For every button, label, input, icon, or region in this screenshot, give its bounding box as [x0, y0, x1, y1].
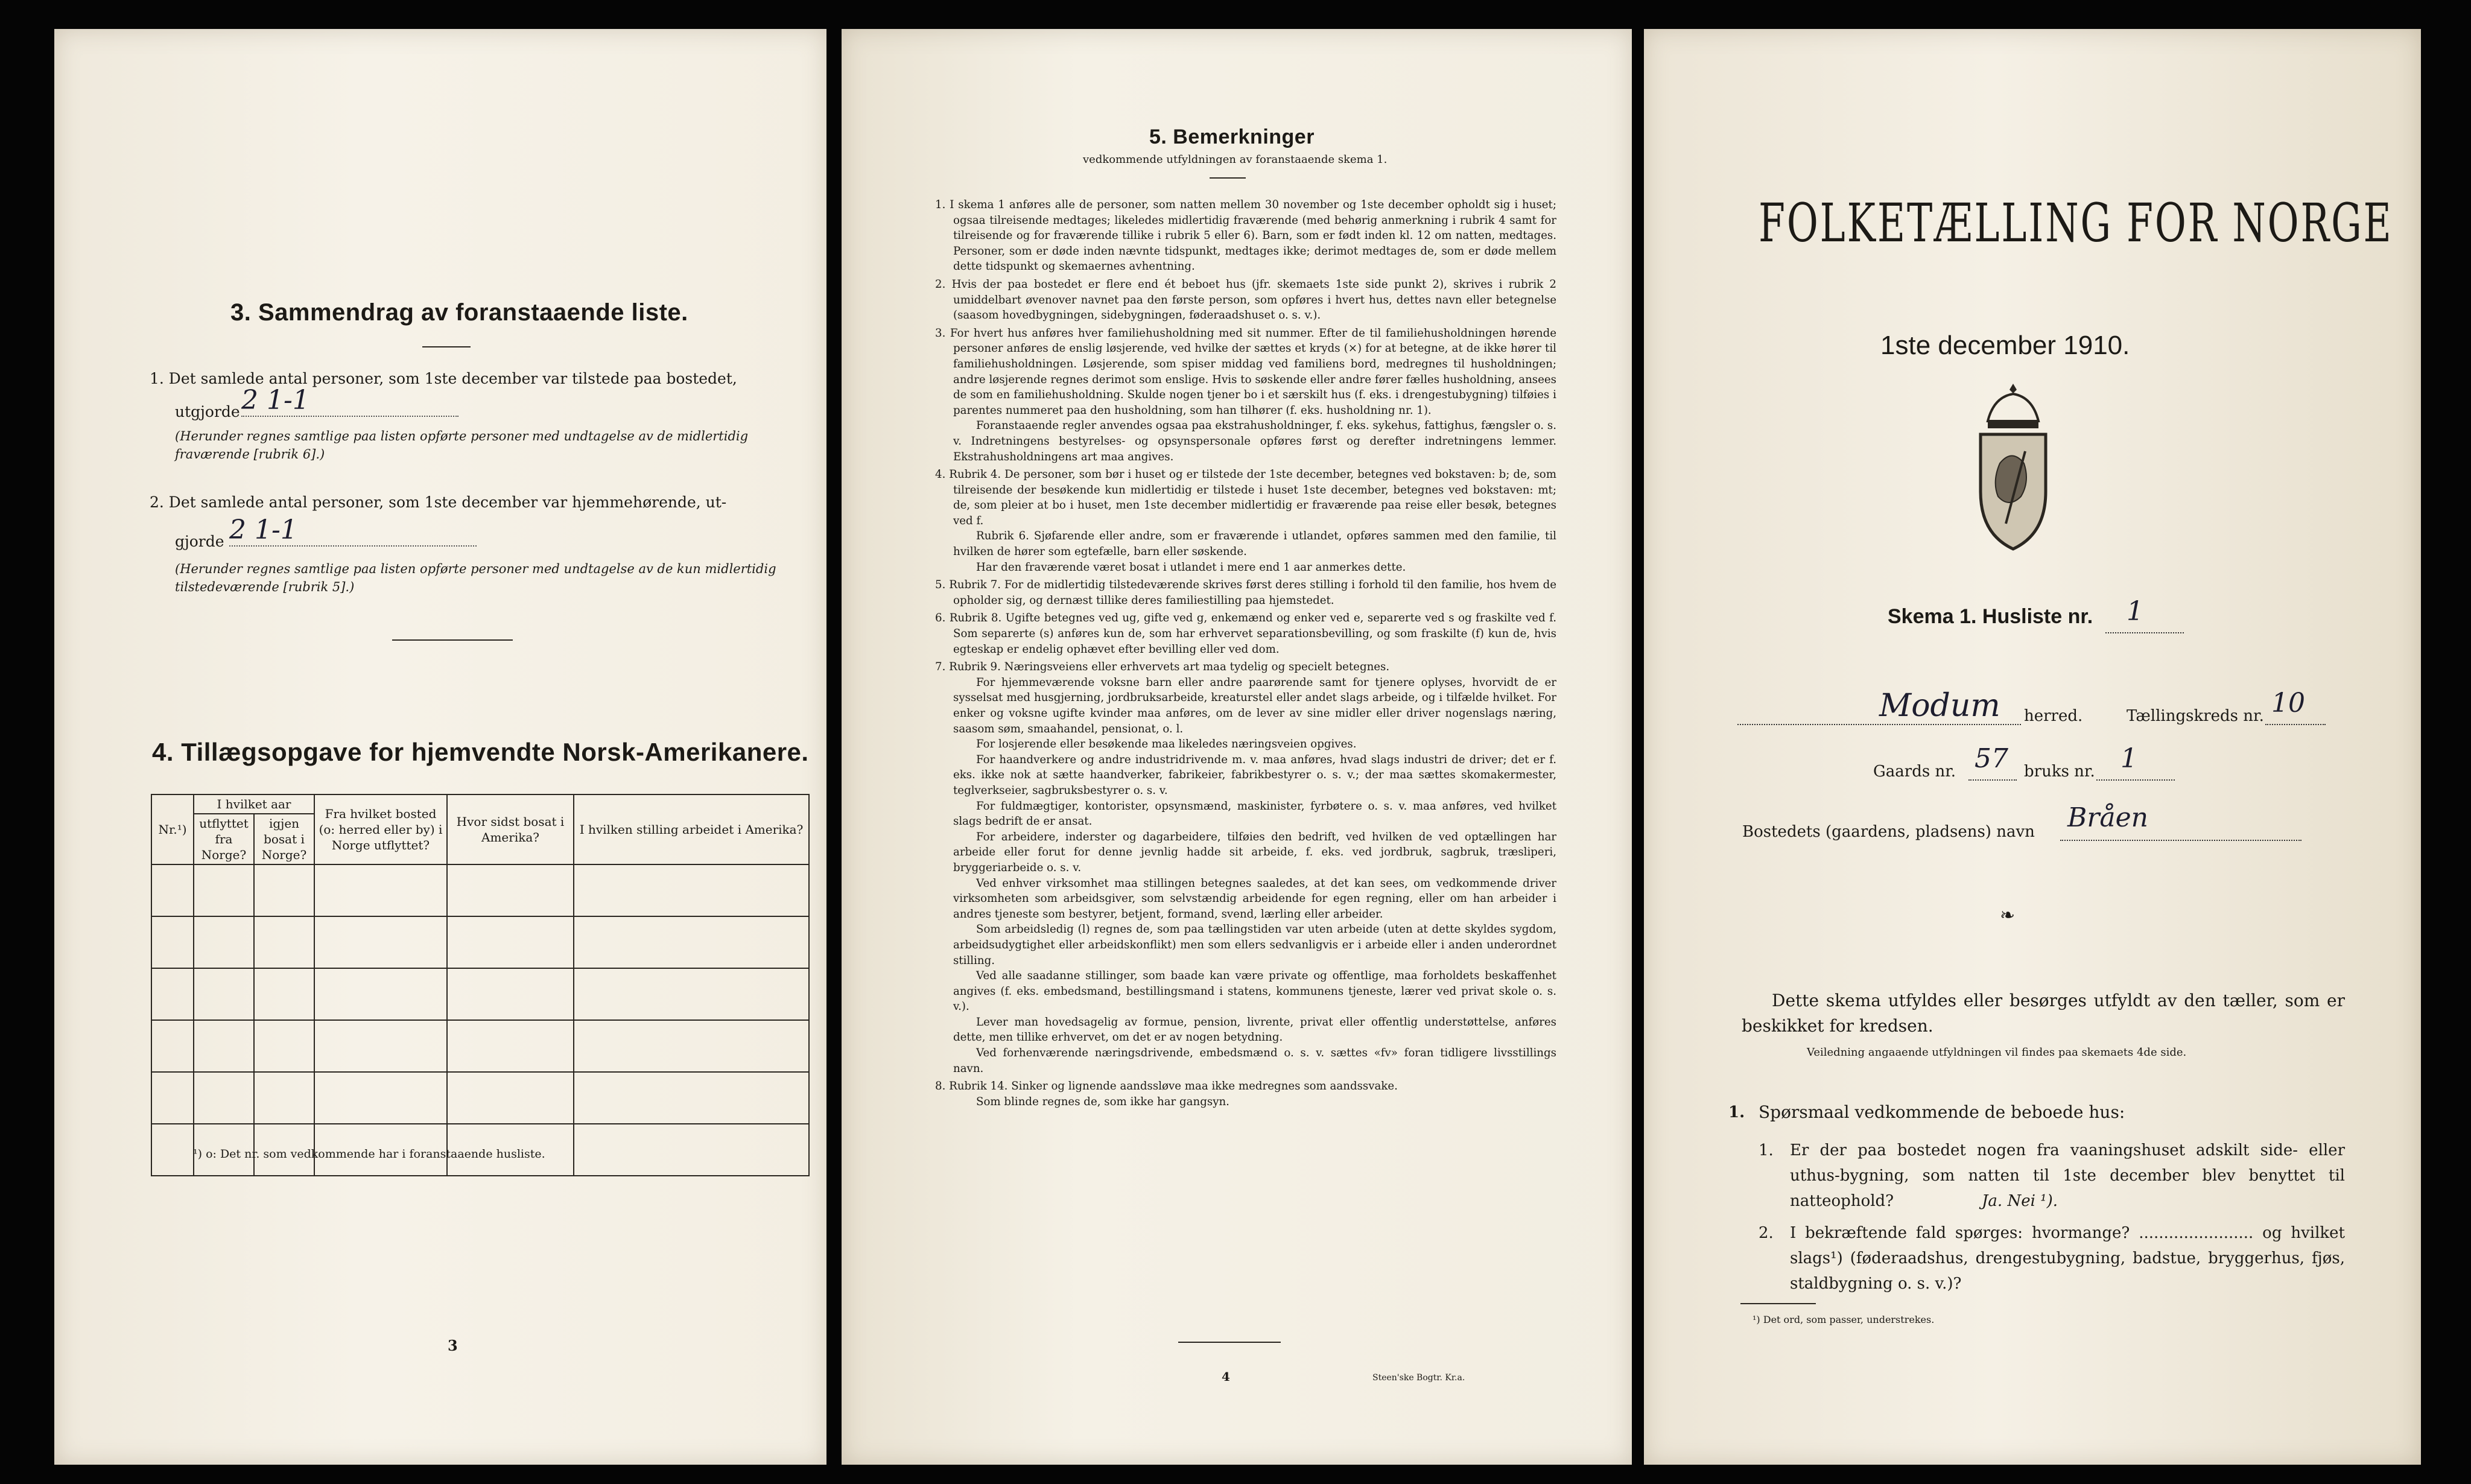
- table-row: [151, 864, 809, 916]
- q2-number: 2.: [1759, 1224, 1774, 1242]
- table-cell: [447, 1020, 574, 1072]
- col-fra-bosted: Fra hvilket bosted (o: herred eller by) i Norge utflyttet?: [314, 794, 447, 864]
- questions-number: 1.: [1728, 1103, 1745, 1121]
- page-number: 3: [448, 1337, 458, 1354]
- col-utflyttet: utflyttet fra Norge?: [194, 814, 254, 864]
- table-cell: [574, 1124, 809, 1176]
- divider: [1178, 1342, 1281, 1343]
- page-number: 4: [1222, 1369, 1230, 1384]
- col-stilling: I hvilken stilling arbeidet i Amerika?: [574, 794, 809, 864]
- table-cell: [447, 968, 574, 1020]
- table-cell: [314, 864, 447, 916]
- remark-paragraph: Ved forhenværende næringsdrivende, embedsmænd o. s. v. sættes «fv» foran tidligere livsstillings navn.: [953, 1047, 1556, 1075]
- remark-paragraph: 7. Rubrik 9. Næringsveiens eller erhvervets art maa tydelig og specielt betegnes.: [935, 661, 1390, 674]
- col-nr: Nr.¹): [151, 794, 194, 864]
- table-cell: [574, 1072, 809, 1124]
- section4-title: 4. Tillægsopgave for hjemvendte Norsk-Amerikanere.: [152, 738, 809, 766]
- herred-label: herred.: [2024, 707, 2083, 725]
- q2-text: I bekræftende fald spørges: hvormange? ....................... og hvilket slags¹) (føderaadshus, drengestubygning, badstue, bryggerhus, fjøs, staldbygning o. s. v.)?: [1790, 1224, 2345, 1293]
- table-cell: [314, 1020, 447, 1072]
- remark-paragraph: Lever man hovedsagelig av formue, pension, livrente, privat eller offentlig understøttelse, anføres dette, men tillike erhvervet, om det er av nogen betydning.: [953, 1015, 1556, 1044]
- q1-number: 1.: [1759, 1141, 1774, 1159]
- q1-text: Er der paa bostedet nogen fra vaaningshuset adskilt side- eller uthus-bygning, som natten til 1ste december blev benyttet til natteophold?: [1790, 1141, 2345, 1210]
- remark-paragraph: Har den fraværende været bosat i utlandet i mere end 1 aar anmerkes dette.: [976, 560, 1406, 574]
- remark-paragraph: Som blinde regnes de, som ikke har gangsyn.: [976, 1095, 1229, 1108]
- census-date: 1ste december 1910.: [1880, 331, 2130, 360]
- herred-line: [1737, 724, 2021, 725]
- item2-handwritten: 2 1-1: [229, 515, 477, 547]
- bosted-label: Bostedets (gaardens, pladsens) navn: [1742, 823, 2035, 841]
- remark-paragraph: For losjerende eller besøkende maa likeledes næringsveien opgives.: [976, 738, 1357, 751]
- remark-paragraph: For haandverkere og andre industridrivende m. v. maa anføres, hvad slags industri de driver; det er f. eks. ikke nok at sætte haandverker, fabrikeier, fabrikbestyrer o. s. v.; der maa sættes skomakermester, teglverkseier, sagbruksbestyrer o. s. v.: [953, 753, 1556, 797]
- table-cell: [254, 864, 314, 916]
- remark-paragraph: Ved alle saadanne stillinger, som baade kan være private og offentlige, maa forholdets beskaffenhet angives (f. eks. embedsmand, bestillingsmand i statens, kommunens tjeneste, lærer ved privat skole o. s. v.).: [953, 969, 1556, 1013]
- item1-text: 1. Det samlede antal personer, som 1ste december var tilstede paa bostedet,: [150, 370, 737, 387]
- divider: [422, 346, 471, 347]
- table-cell: [574, 916, 809, 968]
- table-row: [151, 968, 809, 1020]
- bruks-value: 1: [2120, 743, 2137, 774]
- table-cell: [151, 1124, 194, 1176]
- item1-note: (Herunder regnes samtlige paa listen opførte personer med undtagelse av de midlertidig fraværende [rubrik 6].): [175, 429, 749, 461]
- table-cell: [194, 1020, 254, 1072]
- table-cell: [254, 968, 314, 1020]
- skema-label: Skema 1. Husliste nr.: [1888, 605, 2093, 628]
- table-cell: [254, 1020, 314, 1072]
- bruks-line: [2096, 779, 2175, 781]
- remarks-subtitle: vedkommende utfyldningen av foranstaaende skema 1.: [1083, 153, 1388, 166]
- section3-title: 3. Sammendrag av foranstaaende liste.: [230, 299, 688, 326]
- table-row: [151, 1020, 809, 1072]
- remark-paragraph: Rubrik 6. Sjøfarende eller andre, som er fraværende i utlandet, opføres sammen med den familie, til hvilken de hører som egtefælle, barn eller søskende.: [953, 530, 1556, 559]
- herred-value: Modum: [1879, 688, 2000, 724]
- table-cell: [151, 916, 194, 968]
- table-row: [151, 916, 809, 968]
- bosted-value: Bråen: [2067, 802, 2148, 833]
- table-cell: [447, 916, 574, 968]
- table-cell: [151, 1020, 194, 1072]
- remark-paragraph: For arbeidere, inderster og dagarbeidere, tilføies den bedrift, ved hvilken de ved optællingen har arbeide eller forut for denne jevnlig hadde sit arbeide, f. eks. ved jordbruk, sagbruk, træsliperi, bryggeriarbeide o. s. v.: [953, 830, 1556, 874]
- census-title: FOLKETÆLLING FOR NORGE: [1759, 192, 2393, 254]
- divider: [1210, 177, 1246, 179]
- remark-paragraph: 4. Rubrik 4. De personer, som bør i huset og er tilstede der 1ste december, betegnes ved bokstaven: b; de, som tilreisende der besøkende kun midlertidig er tilstede i huset 1ste december, betegnes ved bokstaven: mt; de, som pleier at bo i huset, men 1ste december midlertidig er fraværende paa reise eller besøk, betegnes ved f.: [935, 468, 1556, 527]
- table-cell: [254, 1072, 314, 1124]
- table-cell: [254, 916, 314, 968]
- bosted-line: [2060, 840, 2301, 841]
- divider: [1740, 1303, 1816, 1304]
- table-cell: [447, 864, 574, 916]
- table-cell: [314, 916, 447, 968]
- guidance-text: Veiledning angaaende utfyldningen vil findes paa skemaets 4de side.: [1807, 1046, 2187, 1059]
- kreds-line: [2265, 724, 2326, 725]
- col-sidst-bosat: Hvor sidst bosat i Amerika?: [447, 794, 574, 864]
- table-row: [151, 1072, 809, 1124]
- gaards-label: Gaards nr.: [1873, 763, 1956, 781]
- item1-prefix: utgjorde: [175, 403, 240, 420]
- page-left: [54, 29, 826, 1465]
- table-cell: [194, 968, 254, 1020]
- husliste-nr: 1: [2127, 596, 2143, 627]
- bruks-label: bruks nr.: [2024, 763, 2095, 781]
- ornament-icon: ❧: [2000, 905, 2016, 926]
- col-igjen-bosat: igjen bosat i Norge?: [254, 814, 314, 864]
- col-group-year: I hvilket aar: [194, 794, 314, 814]
- divider: [392, 639, 513, 641]
- table-cell: [574, 968, 809, 1020]
- table-cell: [151, 1072, 194, 1124]
- remark-paragraph: For fuldmægtiger, kontorister, opsynsmænd, maskinister, fyrbøtere o. s. v. maa anføres, ved hvilket slags bedrift de er ansat.: [953, 799, 1556, 828]
- table-cell: [151, 864, 194, 916]
- printer-mark: Steen'ske Bogtr. Kr.a.: [1372, 1373, 1465, 1383]
- remarks-body: [935, 195, 1556, 1109]
- table-cell: [447, 1072, 574, 1124]
- kreds-value: 10: [2271, 688, 2305, 718]
- table-cell: [151, 968, 194, 1020]
- footnote: ¹) o: Det nr. som vedkommende har i foranstaaende husliste.: [193, 1147, 545, 1161]
- remark-paragraph: For hjemmeværende voksne barn eller andre paarørende samt for tjenere oplyses, hvorvidt de er sysselsat med husgjerning, jordbruksarbeide, kreaturstel eller andet slags arbeide, og i tilfælde hvilket. For enker og voksne ugifte kvinder maa anføres, om de lever av sine midler eller driver nogenslags næring, saasom søm, smaahandel, pensionat, o. l.: [953, 676, 1556, 735]
- table-cell: [194, 1072, 254, 1124]
- table-cell: [194, 916, 254, 968]
- item1-handwritten: 2 1-1: [241, 385, 458, 417]
- remarks-title: 5. Bemerkninger: [1149, 125, 1315, 148]
- intro-text: Dette skema utfyldes eller besørges utfyldt av den tæller, som er beskikket for kredsen.: [1742, 991, 2345, 1036]
- coat-of-arms-icon: [1970, 379, 2057, 563]
- q1-answer: Ja. Nei ¹).: [1982, 1192, 2058, 1210]
- remark-paragraph: 5. Rubrik 7. For de midlertidig tilstedeværende skrives først deres stilling i forhold til den familie, hos hvem de opholder sig, og dernæst tillike deres familiestilling paa hjemstedet.: [935, 579, 1556, 607]
- remark-paragraph: 8. Rubrik 14. Sinker og lignende aandssløve maa ikke medregnes som aandssvake.: [935, 1080, 1398, 1093]
- table-cell: [574, 864, 809, 916]
- questions-heading: Spørsmaal vedkommende de beboede hus:: [1759, 1102, 2125, 1122]
- remark-paragraph: Foranstaaende regler anvendes ogsaa paa ekstrahusholdninger, f. eks. sykehus, fattighus, fængsler o. s. v. Indretningens bestyrelses- og opsynspersonale opføres først og derefter indretningens lemmer. Ekstrahusholdningens art maa angives.: [953, 419, 1556, 463]
- table-cell: [314, 1072, 447, 1124]
- remark-paragraph: 1. I skema 1 anføres alle de personer, som natten mellem 30 november og 1ste december opholdt sig i huset; ogsaa tilreisende medtages; likeledes midlertidig fraværende (med behørig anmerkning i rubrik 4 samt for tilreisende og for fraværende tillike i rubrik 5 eller 6). Barn, som er født inden kl. 12 om natten, medtages. Personer, som er døde inden nævnte tidspunkt, medtages ikke; derimot medtages de, som er døde mellem dette tidspunkt og skemaernes avhentning.: [935, 198, 1556, 273]
- item2-prefix: gjorde: [175, 533, 224, 550]
- husliste-line: [2105, 632, 2184, 633]
- footnote: ¹) Det ord, som passer, understrekes.: [1753, 1314, 1935, 1325]
- page-mid: [842, 29, 1632, 1465]
- item2-note: (Herunder regnes samtlige paa listen opførte personer med undtagelse av de kun midlertidig tilstedeværende [rubrik 5].): [175, 562, 776, 594]
- table-cell: [314, 968, 447, 1020]
- page-right: [1644, 29, 2421, 1465]
- remark-paragraph: 2. Hvis der paa bostedet er flere end ét beboet hus (jfr. skemaets 1ste side punkt 2), skrives i rubrik 2 umiddelbart øvenover navnet paa den første person, som opføres i hvert hus, dettes navn eller betegnelse (saasom hovedbygningen, sidebygningen, føderaadshuset o. s. v.).: [935, 277, 1556, 322]
- table-cell: [194, 864, 254, 916]
- remark-paragraph: Ved enhver virksomhet maa stillingen betegnes saaledes, at det kan sees, om vedkommende driver virksomheten som arbeidsgiver, som selvstændig arbeidende for egen regning, eller om han arbeider i andres tjeneste som bestyrer, betjent, formand, svend, lærling eller arbeider.: [953, 877, 1556, 921]
- kreds-label: Tællingskreds nr.: [2127, 707, 2264, 725]
- table-cell: [574, 1020, 809, 1072]
- item2-text: 2. Det samlede antal personer, som 1ste december var hjemmehørende, ut-: [150, 493, 727, 511]
- remark-paragraph: Som arbeidsledig (l) regnes de, som paa tællingstiden var uten arbeide (uten at dette skyldes sygdom, arbeidsudygtighet eller arbeidskonflikt) men som ellers sedvanligvis er i arbeide eller i anden underordnet stilling.: [953, 923, 1556, 967]
- norsk-amerikanere-table: [151, 794, 810, 1176]
- remark-paragraph: 6. Rubrik 8. Ugifte betegnes ved ug, gifte ved g, enkemænd og enker ved e, separerte ved s og fraskilte ved f. Som separerte (s) anføres kun de, som har erhvervet separationsbevilling, og som fraskilte (f) kun de, hvis egteskap er endelig ophævet efter bevilling eller ved dom.: [935, 612, 1556, 656]
- gaards-value: 57: [1975, 743, 2008, 774]
- gaards-line: [1968, 779, 2017, 781]
- remark-paragraph: 3. For hvert hus anføres hver familiehusholdning med sit nummer. Efter de til familiehusholdningen hørende personer anføres de enslig løsjerende, ved hvilke der sættes et kryds (×) for at betegne, at de ikke hører til familiehusholdningen. Løsjerende, som spiser middag ved familiens bord, medregnes til husholdningen; andre løsjerende regnes derimot som enslige. Hvis to søskende eller andre fører fælles husholdning, ansees de som en familiehusholdning. Skulde nogen tjener bo i et særskilt hus (f. eks. i drengestubygning) tilføies i parentes nummeret paa den husholdning, som han tilhører (f. eks. husholdning nr. 1).: [935, 326, 1556, 417]
